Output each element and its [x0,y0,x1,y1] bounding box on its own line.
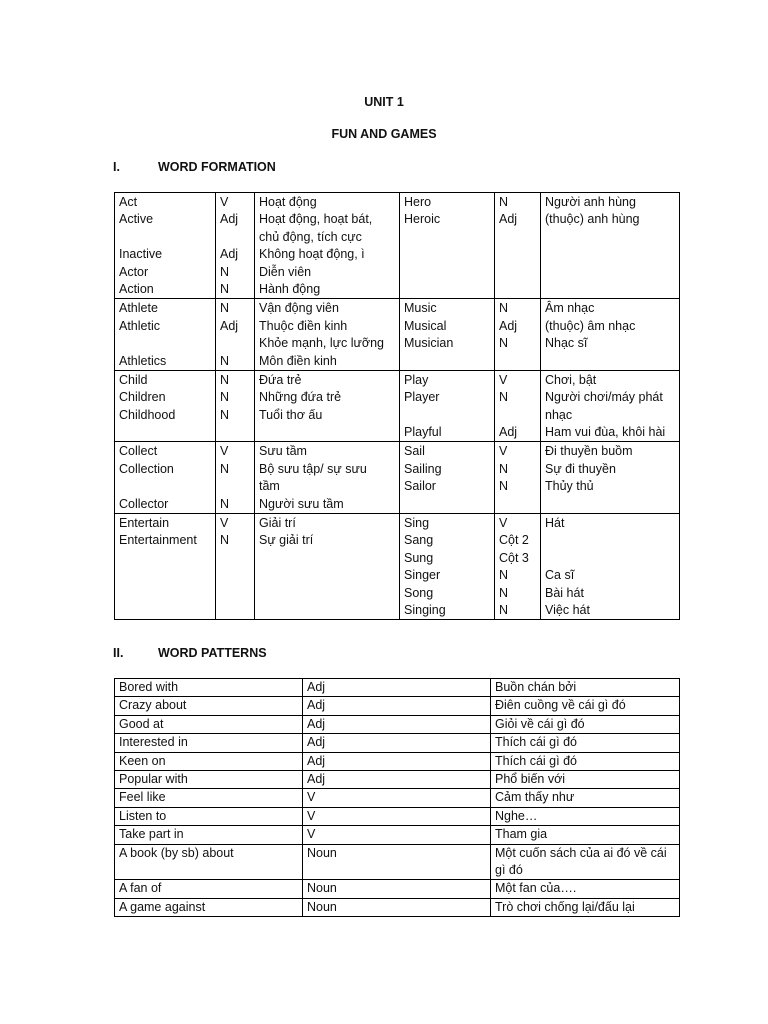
pattern-row [115,679,680,697]
left-meaning [259,602,395,619]
word-block [115,193,680,299]
pattern-meaning-cell [491,771,680,789]
right-word: Hero [404,195,432,209]
left-word [119,602,211,619]
right-word-cell [400,514,495,620]
right-word [404,229,490,246]
pattern-type: Adj [303,715,491,733]
pattern-type: Adj [303,734,491,752]
pattern-meaning: Buồn chán bởi [495,680,577,694]
left-word: Entertain [119,516,170,531]
left-pos: Adj [220,212,239,227]
right-pos [499,407,536,424]
section-number: II. [113,646,124,660]
left-meaning: Sự giải trí [259,533,314,548]
right-pos: N [499,585,509,600]
right-word: Musician [404,336,454,351]
right-pos: V [499,372,508,387]
right-pos: N [499,195,509,209]
left-pos-cell [216,370,255,442]
right-pos: Adj [499,318,518,333]
word-formation-table [114,192,680,620]
left-word: Action [119,281,154,296]
left-meaning: Những đứa trẻ [259,390,342,405]
right-word: Musical [404,318,447,333]
right-pos: N [499,336,509,351]
left-word: Actor [119,264,149,279]
pattern-row [115,771,680,789]
pattern-type: V [303,807,491,825]
left-meaning: Hành động [259,281,321,296]
left-meaning: Đứa trẻ [259,372,302,387]
right-meaning: Việc hát [545,602,590,617]
pattern-meaning-cell [491,844,680,880]
left-pos: V [220,516,229,531]
left-pos [220,585,250,602]
right-word [404,496,490,513]
left-meaning: Sưu tầm [259,444,307,459]
left-pos: V [220,195,229,209]
pattern-phrase: Feel like [115,789,303,807]
right-pos [499,229,536,246]
right-word: Sail [404,444,425,459]
pattern-meaning: Giỏi về cái gì đó [495,716,585,731]
left-word: Collect [119,444,158,459]
pattern-phrase: Crazy about [115,697,303,715]
pattern-phrase: Popular with [115,771,303,789]
section-word-formation-heading [113,160,276,174]
right-pos [499,246,536,263]
pattern-meaning-cell [491,898,680,916]
pattern-type: V [303,789,491,807]
left-meaning-cell [255,193,400,299]
left-meaning: Giải trí [259,516,296,531]
pattern-meaning: Điên cuồng về cái gì đó [495,698,626,713]
pattern-meaning: Thích cái gì đó [495,753,577,768]
left-word [119,478,211,495]
right-word: Player [404,390,440,405]
right-pos: V [499,444,508,459]
right-meaning: (thuộc) âm nhạc [545,318,636,333]
left-word: Active [119,212,154,227]
pattern-row [115,826,680,844]
right-meaning: Hát [545,516,565,531]
pattern-meaning: gì đó [495,863,523,878]
right-meaning [545,550,675,567]
left-meaning: Vận động viên [259,301,339,316]
left-meaning: Hoạt động, hoạt bát, [259,212,373,227]
section-title: WORD PATTERNS [158,646,267,660]
right-word [404,353,490,370]
pattern-type: Noun [303,898,491,916]
left-pos: N [220,390,230,405]
pattern-meaning: Thích cái gì đó [495,735,577,750]
right-meaning: Ham vui đùa, khôi hài [545,425,666,440]
word-patterns-table [114,678,680,917]
left-pos-cell [216,193,255,299]
pattern-meaning-cell [491,880,680,898]
left-word [119,335,211,352]
right-meaning-cell [541,442,680,514]
pattern-row [115,880,680,898]
left-word: Act [119,195,138,209]
right-pos: Cột 2 [499,533,529,548]
left-pos [220,567,250,584]
pattern-phrase: Take part in [115,826,303,844]
left-word: Child [119,372,148,387]
right-meaning: Âm nhạc [545,301,595,316]
right-word: Music [404,301,437,316]
pattern-phrase: Bored with [115,679,303,697]
left-pos: N [220,372,230,387]
right-meaning: Ca sĩ [545,568,575,583]
right-pos: N [499,301,509,316]
left-word [119,550,211,567]
right-pos [499,353,536,370]
pattern-phrase: A game against [115,898,303,916]
right-word: Sung [404,550,434,565]
right-meaning: Bài hát [545,585,584,600]
left-meaning: Môn điền kinh [259,353,337,368]
pattern-type: Adj [303,771,491,789]
right-pos: N [499,602,509,617]
pattern-meaning: Một fan của…. [495,881,577,896]
left-meaning: Người sưu tầm [259,496,344,511]
unit-subtitle: FUN AND GAMES [331,127,437,141]
right-meaning-cell [541,514,680,620]
left-meaning: Thuộc điền kinh [259,318,348,333]
pattern-meaning: Nghe… [495,808,538,823]
right-meaning [545,532,675,549]
left-word: Inactive [119,247,163,262]
pattern-type: Adj [303,697,491,715]
right-meaning-cell [541,299,680,371]
pattern-row [115,752,680,770]
right-word: Singer [404,568,441,583]
right-meaning: Sự đi thuyền [545,461,616,476]
right-meaning [545,264,675,281]
pattern-type: Noun [303,880,491,898]
pattern-row [115,789,680,807]
left-pos [220,550,250,567]
pattern-row [115,734,680,752]
right-word: Sailor [404,479,436,494]
right-word: Singing [404,602,446,617]
right-pos: N [499,479,509,494]
right-meaning [545,353,675,370]
right-meaning [545,496,675,513]
right-word [404,264,490,281]
left-meaning [259,550,395,567]
left-meaning [259,567,395,584]
left-meaning: Bộ sưu tập/ sự sưu [259,461,367,476]
pattern-phrase: Good at [115,715,303,733]
right-word-cell [400,442,495,514]
left-pos [220,424,250,441]
pattern-meaning-cell [491,697,680,715]
left-pos: N [220,461,230,476]
right-pos [499,264,536,281]
pattern-row [115,807,680,825]
right-pos-cell [495,193,541,299]
right-pos: Adj [499,212,518,227]
left-meaning: chủ động, tích cực [259,229,362,244]
right-word [404,407,490,424]
right-pos-cell [495,370,541,442]
right-meaning [545,246,675,263]
pattern-meaning-cell [491,789,680,807]
pattern-phrase: A fan of [115,880,303,898]
right-word [404,246,490,263]
right-meaning: nhạc [545,407,573,422]
right-meaning: Đi thuyền buồm [545,444,633,459]
right-pos-cell [495,299,541,371]
left-meaning-cell [255,299,400,371]
pattern-row [115,898,680,916]
pattern-phrase: A book (by sb) about [115,844,303,880]
pattern-meaning-cell [491,734,680,752]
right-word: Sing [404,516,430,531]
left-word: Athletics [119,353,167,368]
left-meaning [259,424,395,441]
section-title: WORD FORMATION [158,160,276,174]
left-word [119,585,211,602]
right-pos: N [499,568,509,583]
right-word-cell [400,370,495,442]
left-meaning: Diễn viên [259,264,312,279]
right-pos: N [499,461,509,476]
left-pos: N [220,533,230,548]
right-meaning: (thuộc) anh hùng [545,212,640,227]
left-word-cell [115,514,216,620]
left-pos-cell [216,442,255,514]
pattern-type: Adj [303,752,491,770]
pattern-meaning-cell [491,715,680,733]
left-pos: Adj [220,318,239,333]
left-word: Children [119,390,166,405]
right-meaning [545,281,675,298]
left-pos-cell [216,514,255,620]
right-meaning: Thủy thủ [545,479,594,494]
right-word-cell [400,193,495,299]
left-pos [220,602,250,619]
section-word-patterns-heading [113,646,267,660]
left-word-cell [115,442,216,514]
right-word: Sailing [404,461,442,476]
left-pos [220,229,250,246]
right-word: Playful [404,425,442,440]
left-pos: N [220,407,230,422]
left-meaning: Khỏe mạnh, lực lưỡng [259,336,384,351]
pattern-meaning-cell [491,807,680,825]
word-block [115,442,680,514]
left-pos: N [220,301,230,316]
pattern-phrase: Keen on [115,752,303,770]
right-word: Sang [404,533,434,548]
left-pos-cell [216,299,255,371]
left-meaning-cell [255,514,400,620]
left-word [119,567,211,584]
section-number: I. [113,160,120,174]
left-word-cell [115,299,216,371]
left-pos: N [220,281,230,296]
left-word: Collection [119,461,174,476]
pattern-meaning-cell [491,752,680,770]
left-word-cell [115,193,216,299]
left-word: Athletic [119,318,160,333]
left-meaning: Không hoạt động, ì [259,247,365,262]
word-block [115,299,680,371]
right-word: Song [404,585,434,600]
right-pos: N [499,390,509,405]
right-pos-cell [495,514,541,620]
pattern-meaning: Tham gia [495,827,548,842]
pattern-row [115,715,680,733]
right-word-cell [400,299,495,371]
right-meaning [545,229,675,246]
right-meaning-cell [541,370,680,442]
left-pos: N [220,353,230,368]
right-pos: V [499,516,508,531]
pattern-type: Adj [303,679,491,697]
left-word-cell [115,370,216,442]
right-word: Play [404,372,429,387]
left-pos: V [220,444,229,459]
right-pos [499,281,536,298]
left-meaning: tầm [259,479,280,494]
pattern-type: Noun [303,844,491,880]
left-meaning-cell [255,370,400,442]
left-word: Collector [119,496,169,511]
pattern-phrase: Interested in [115,734,303,752]
word-block [115,370,680,442]
right-pos: Adj [499,425,518,440]
left-meaning: Tuổi thơ ấu [259,407,323,422]
pattern-meaning-cell [491,679,680,697]
pattern-row [115,844,680,880]
right-meaning: Người anh hùng [545,195,636,209]
left-word: Childhood [119,407,176,422]
right-meaning-cell [541,193,680,299]
left-pos [220,335,250,352]
word-block [115,514,680,620]
left-meaning [259,585,395,602]
right-meaning: Nhạc sĩ [545,336,588,351]
right-word [404,281,490,298]
left-pos: N [220,264,230,279]
right-pos-cell [495,442,541,514]
pattern-meaning: Trò chơi chống lại/đấu lại [495,899,635,914]
left-pos: N [220,496,230,511]
pattern-meaning: Phổ biến với [495,772,566,787]
left-word [119,424,211,441]
pattern-meaning-cell [491,826,680,844]
right-word: Heroic [404,212,441,227]
pattern-type: V [303,826,491,844]
right-pos [499,496,536,513]
left-meaning: Hoạt động [259,195,317,209]
right-pos: Cột 3 [499,550,529,565]
right-meaning: Người chơi/máy phát [545,390,663,405]
pattern-meaning: Một cuốn sách của ai đó về cái [495,845,667,860]
left-word [119,229,211,246]
pattern-meaning: Cảm thấy như [495,790,575,805]
left-pos [220,478,250,495]
left-word: Entertainment [119,533,197,548]
left-word: Athlete [119,301,158,316]
right-meaning: Chơi, bật [545,372,597,387]
left-pos: Adj [220,247,239,262]
pattern-phrase: Listen to [115,807,303,825]
left-meaning-cell [255,442,400,514]
unit-title: UNIT 1 [364,95,404,109]
pattern-row [115,697,680,715]
